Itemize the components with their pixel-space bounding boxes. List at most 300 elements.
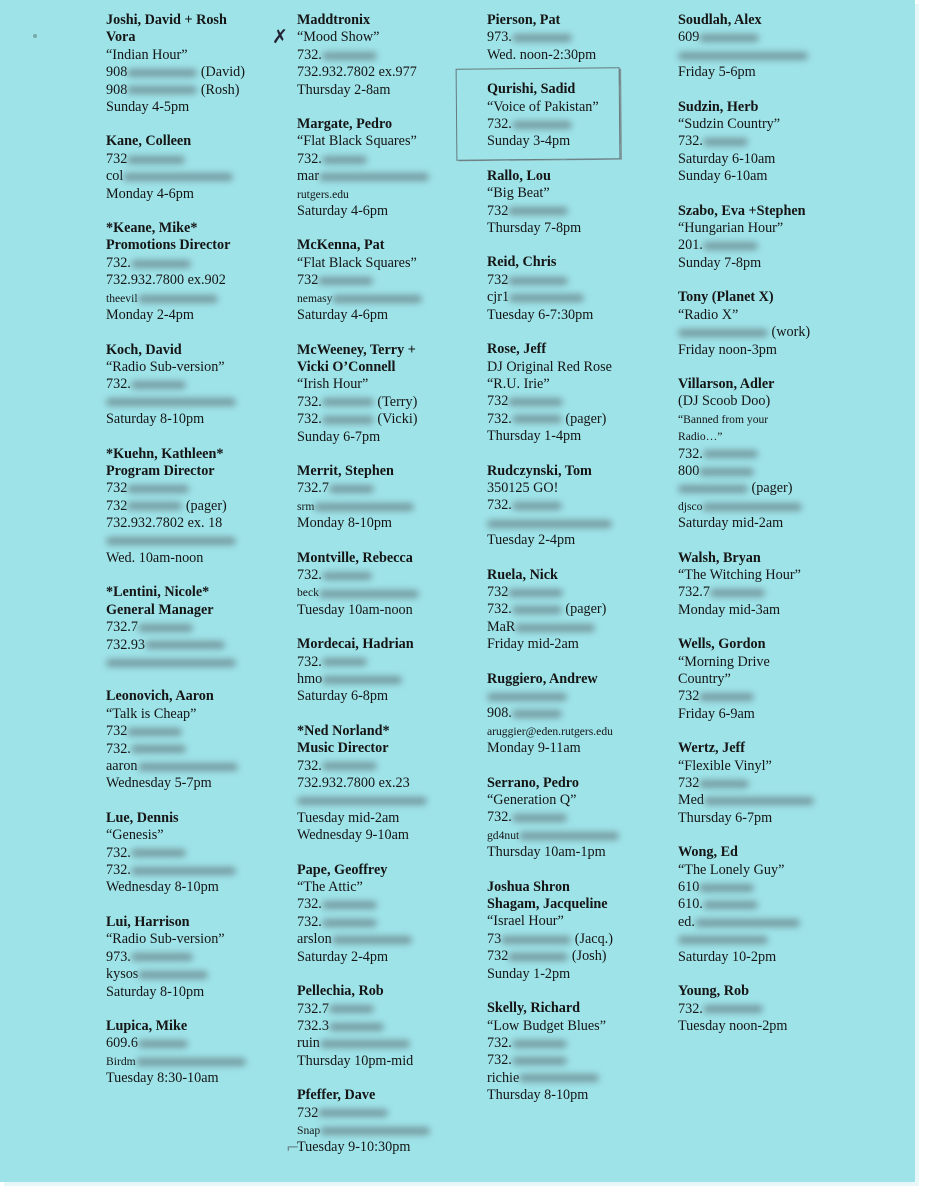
redacted-blur: [329, 1023, 384, 1031]
entry-text: 610.: [678, 896, 703, 913]
entry-line: [487, 636, 697, 653]
entry-text: Monday 9-11am: [487, 740, 581, 757]
entry-text: “The Attic”: [297, 879, 363, 896]
entry-line: [106, 602, 316, 619]
directory-entry: [487, 254, 697, 324]
entry-text: Tony (Planet X): [678, 289, 774, 306]
entry-text: 732.: [297, 757, 322, 774]
redacted-blur: [318, 1109, 388, 1117]
entry-line: [678, 480, 888, 497]
entry-text: Saturday 8-10pm: [106, 983, 205, 1000]
entry-line: [106, 1070, 316, 1087]
redacted-blur: [322, 572, 372, 580]
entry-text: 732.: [487, 809, 512, 826]
entry-suffix: (pager): [561, 601, 607, 618]
entry-line: [297, 827, 507, 844]
redacted-blur: [322, 52, 377, 60]
redacted-blur: [710, 589, 765, 597]
directory-entry: [678, 550, 888, 620]
entry-name: [487, 81, 697, 98]
entry-text: Thursday 7-8pm: [487, 220, 582, 237]
entry-text: Wong, Ed: [678, 844, 738, 861]
entry-text: 732: [487, 583, 509, 600]
entry-text: Sudzin, Herb: [678, 98, 759, 115]
entry-line: [297, 810, 507, 827]
entry-line: [297, 498, 507, 515]
entry-text: “Flat Black Squares”: [297, 254, 417, 271]
redacted-blur: [127, 86, 197, 94]
entry-line: [678, 307, 888, 324]
entry-text: 800: [678, 462, 700, 479]
entry-line: [487, 29, 700, 46]
directory-entry: [487, 462, 700, 550]
entry-line: [678, 64, 888, 81]
entry-text: DJ Original Red Rose: [487, 358, 612, 375]
redacted-blur: [145, 641, 225, 649]
redacted-blur: [322, 762, 377, 770]
entry-suffix: (Josh): [568, 948, 607, 965]
entry-text: *Kuehn, Kathleen*: [106, 445, 224, 462]
redacted-blur: [322, 398, 374, 406]
entry-text: Rudczynski, Tom: [487, 462, 592, 479]
entry-name: [106, 914, 316, 931]
redacted-blur: [322, 919, 377, 927]
entry-line: [297, 1139, 507, 1156]
entry-text: Young, Rob: [678, 983, 749, 1000]
entry-line: [297, 654, 507, 671]
entry-line: [678, 602, 888, 619]
pencil-mark: ⌐: [286, 1138, 300, 1157]
entry-line: [678, 879, 888, 896]
redacted-blur: [512, 121, 572, 129]
entry-text: “The Witching Hour”: [678, 566, 801, 583]
entry-text: 609: [678, 29, 700, 46]
entry-text: “Radio Sub-version”: [106, 358, 225, 375]
entry-text: Sunday 1-2pm: [487, 965, 571, 982]
entry-text: Monday 8-10pm: [297, 515, 392, 532]
entry-text: Tuesday 10am-noon: [297, 601, 413, 618]
entry-line: [487, 99, 697, 116]
entry-text: Mordecai, Hadrian: [297, 636, 414, 653]
entry-line: [487, 185, 697, 202]
entry-text: Walsh, Bryan: [678, 549, 761, 566]
entry-text: “Israel Hour”: [487, 913, 564, 930]
entry-text: “The Lonely Guy”: [678, 861, 785, 878]
entry-line: [106, 966, 316, 983]
directory-entry: [297, 723, 507, 845]
entry-line: [106, 845, 316, 862]
entry-text: nemasy: [297, 291, 333, 305]
entry-line: [297, 671, 507, 688]
entry-line: [678, 116, 888, 133]
entry-suffix: (work): [768, 324, 811, 341]
entry-text: 732: [106, 480, 128, 497]
entry-line: [106, 359, 316, 376]
directory-entry: [106, 220, 319, 324]
entry-line: [297, 359, 507, 376]
entry-line: [297, 602, 507, 619]
entry-line: [297, 740, 507, 757]
entry-text: rutgers.edu: [297, 187, 349, 201]
entry-text: “Indian Hour”: [106, 46, 188, 63]
redacted-blur: [512, 1040, 567, 1048]
entry-text: 732: [487, 271, 509, 288]
entry-text: Saturday 10-2pm: [678, 948, 777, 965]
entry-line: [487, 792, 697, 809]
redacted-blur: [512, 606, 562, 614]
entry-text: “Irish Hour”: [297, 376, 369, 393]
entry-line: [106, 463, 316, 480]
entry-text: Monday mid-3am: [678, 601, 781, 618]
entry-text: 908: [106, 64, 128, 81]
entry-text: Wed. noon-2:30pm: [487, 46, 597, 63]
entry-line: [487, 376, 697, 393]
entry-name: [487, 254, 697, 271]
redacted-blur: [322, 901, 377, 909]
entry-name: [297, 550, 507, 567]
redacted-blur: [699, 34, 759, 42]
entry-text: 732.: [297, 150, 322, 167]
entry-text: 732.932.7800 ex.902: [106, 272, 226, 289]
entry-line: [297, 1001, 507, 1018]
entry-text: Monday 2-4pm: [106, 307, 194, 324]
entry-text: Villarson, Adler: [678, 375, 775, 392]
entry-text: “Radio Sub-version”: [106, 931, 225, 948]
entry-text: 73: [487, 930, 502, 947]
entry-text: “Flexible Vinyl”: [678, 757, 772, 774]
entry-line: [106, 758, 316, 775]
redacted-blur: [314, 503, 414, 511]
entry-line: [106, 498, 316, 515]
redacted-blur: [512, 814, 567, 822]
entry-line: [297, 203, 507, 220]
entry-text: Monday 4-6pm: [106, 185, 194, 202]
entry-text: Maddtronix: [297, 12, 371, 28]
entry-line: [106, 515, 316, 532]
entry-line: [678, 914, 888, 931]
entry-text: McKenna, Pat: [297, 237, 385, 254]
entry-text: 732.: [487, 1034, 512, 1051]
entry-line: [106, 1053, 316, 1070]
redacted-blur: [297, 797, 427, 805]
entry-line: [678, 47, 888, 64]
entry-text: aaron: [106, 758, 138, 775]
entry-line: [487, 203, 697, 220]
entry-text: Lupica, Mike: [106, 1017, 188, 1034]
entry-line: [487, 1035, 697, 1052]
redacted-blur: [322, 676, 402, 684]
entry-line: [487, 740, 697, 757]
entry-line: [678, 1001, 888, 1018]
redacted-blur: [329, 485, 374, 493]
entry-text: “Talk is Cheap”: [106, 705, 197, 722]
entry-line: [487, 931, 697, 948]
entry-text: Vicki O’Connell: [297, 358, 396, 375]
entry-line: [297, 1105, 507, 1122]
entry-line: [297, 394, 507, 411]
redacted-blur: [678, 485, 748, 493]
entry-text: “Radio X”: [678, 306, 739, 323]
directory-entry: [487, 878, 700, 983]
entry-text: 732: [487, 393, 509, 410]
entry-line: [106, 931, 316, 948]
entry-text: “Flat Black Squares”: [297, 133, 417, 150]
entry-text: Snap: [297, 1123, 321, 1137]
entry-line: [487, 272, 697, 289]
entry-line: [297, 480, 507, 497]
entry-text: Ruggiero, Andrew: [487, 670, 598, 687]
entry-line: [678, 949, 888, 966]
directory-entry: [106, 12, 316, 116]
entry-text: Lui, Harrison: [106, 913, 190, 930]
entry-text: 973.: [106, 948, 131, 965]
redacted-blur: [131, 260, 191, 268]
entry-line: [297, 914, 507, 931]
entry-line: [297, 411, 507, 428]
entry-line: [106, 775, 316, 792]
entry-text: (DJ Scoob Doo): [678, 393, 771, 410]
entry-line: [678, 393, 888, 410]
redacted-blur: [106, 398, 236, 406]
entry-line: [106, 637, 316, 654]
entry-line: [678, 862, 888, 879]
entry-text: 732.: [297, 46, 322, 63]
entry-text: Qurishi, Sadid: [487, 81, 576, 98]
entry-text: 908: [106, 81, 128, 98]
entry-line: [297, 1018, 507, 1035]
entry-suffix: (pager): [182, 497, 227, 514]
entry-text: 732: [487, 202, 509, 219]
entry-text: Pellechia, Rob: [297, 983, 384, 1000]
entry-text: 732.: [487, 1052, 512, 1069]
entry-text: “Voice of Pakistan”: [487, 98, 599, 115]
entry-text: 732.7: [297, 480, 329, 497]
entry-text: 908.: [487, 705, 512, 722]
entry-line: [487, 723, 697, 740]
entry-text: 732: [106, 497, 128, 514]
redacted-blur: [332, 936, 412, 944]
entry-line: [106, 411, 316, 428]
entry-suffix: (pager): [748, 480, 793, 497]
entry-text: col: [106, 168, 124, 185]
column-2: [297, 12, 510, 1174]
entry-line: [297, 1053, 507, 1070]
entry-line: [487, 220, 697, 237]
redacted-blur: [512, 1057, 567, 1065]
entry-line: [487, 827, 697, 844]
entry-text: Thursday 6-7pm: [678, 809, 773, 826]
entry-text: Pfeffer, Dave: [297, 1087, 376, 1104]
redacted-blur: [138, 295, 218, 303]
redacted-blur: [131, 381, 186, 389]
entry-line: [106, 723, 316, 740]
entry-text: Thursday 1-4pm: [487, 428, 582, 445]
entry-line: [678, 931, 888, 948]
entry-text: Rallo, Lou: [487, 167, 551, 184]
entry-text: Joshi, David + Rosh: [106, 12, 227, 28]
directory-entry: [487, 81, 697, 151]
entry-text: Saturday 4-6pm: [297, 203, 389, 220]
directory-entry: [487, 670, 700, 758]
entry-line: [297, 29, 507, 46]
entry-text: Friday noon-3pm: [678, 341, 777, 358]
redacted-blur: [322, 658, 367, 666]
directory-entry: [678, 636, 888, 723]
entry-line: [297, 376, 507, 393]
entry-text: 732.7: [678, 584, 710, 601]
entry-text: 732.: [297, 896, 322, 913]
entry-text: srm: [297, 499, 315, 513]
entry-text: Saturday 6-10am: [678, 150, 776, 167]
entry-text: Vora: [106, 29, 136, 46]
entry-text: 732.: [487, 410, 512, 427]
entry-text: 732.: [297, 411, 322, 428]
entry-text: Tuesday 9-10:30pm: [297, 1139, 411, 1156]
entry-text: Thursday 8-10pm: [487, 1087, 589, 1104]
redacted-blur: [501, 936, 571, 944]
entry-line: [487, 584, 697, 601]
entry-text: Sunday 6-7pm: [297, 428, 381, 445]
entry-text: Radio…”: [678, 430, 723, 444]
entry-text: *Ned Norland*: [297, 722, 390, 739]
entry-suffix: (pager): [561, 410, 607, 427]
entry-text: “Banned from your: [678, 412, 769, 426]
entry-text: Wertz, Jeff: [678, 740, 745, 757]
directory-entry: [106, 914, 316, 1001]
directory-entry: [297, 463, 507, 533]
entry-name: [297, 636, 507, 653]
entry-line: [487, 1070, 697, 1087]
entry-name: [678, 844, 888, 861]
redacted-blur: [703, 242, 758, 250]
entry-line: [106, 1035, 316, 1052]
entry-line: [487, 47, 697, 64]
entry-line: [106, 307, 316, 324]
entry-line: [678, 237, 888, 254]
directory-entry: [106, 133, 316, 203]
entry-line: [106, 64, 316, 81]
entry-line: [678, 810, 888, 827]
directory-entry: [487, 567, 697, 654]
entry-name: [678, 550, 888, 567]
entry-text: hmo: [297, 671, 323, 687]
entry-line: [487, 1087, 697, 1104]
redacted-blur: [508, 398, 563, 406]
entry-text: Program Director: [106, 462, 215, 479]
entry-text: Friday 6-9am: [678, 705, 755, 722]
entry-text: Saturday 2-4pm: [297, 948, 389, 965]
redacted-blur: [138, 624, 193, 632]
entry-line: [106, 272, 319, 289]
directory-entry: [678, 99, 888, 186]
entry-text: Tuesday mid-2am: [297, 809, 400, 826]
entry-line: [678, 896, 888, 913]
entry-text: ed.: [678, 913, 695, 930]
redacted-blur: [138, 971, 208, 979]
directory-entry: [297, 862, 507, 966]
entry-line: [678, 220, 888, 237]
redacted-blur: [508, 277, 568, 285]
entry-name: [106, 688, 316, 705]
entry-text: “Big Beat”: [487, 185, 550, 202]
redacted-blur: [319, 590, 419, 598]
entry-text: Saturday 4-6pm: [297, 307, 389, 324]
redacted-blur: [519, 1074, 599, 1082]
entry-text: Wells, Gordon: [678, 636, 766, 653]
entry-text: theevil: [106, 291, 138, 305]
entry-suffix: (Jacq.): [571, 930, 613, 947]
entry-name: [106, 584, 316, 601]
entry-text: 732: [297, 272, 319, 289]
entry-text: Montville, Rebecca: [297, 549, 413, 566]
entry-name: [106, 220, 316, 237]
entry-name: [106, 133, 316, 150]
redacted-blur: [699, 468, 754, 476]
entry-name: [106, 810, 316, 827]
redacted-blur: [703, 901, 758, 909]
entry-line: [106, 619, 316, 636]
directory-entry: [678, 12, 888, 82]
entry-text: 732.: [106, 254, 131, 271]
redacted-blur: [699, 884, 754, 892]
entry-text: Sunday 3-4pm: [487, 133, 571, 150]
directory-entry: [297, 636, 507, 706]
entry-line: [487, 705, 697, 722]
directory-entry: [678, 289, 888, 359]
entry-line: [297, 879, 507, 896]
entry-text: McWeeney, Terry +: [297, 341, 416, 358]
entry-line: [106, 706, 316, 723]
entry-text: cjr1: [487, 289, 510, 306]
entry-line: [678, 688, 888, 705]
redacted-blur: [487, 693, 567, 701]
entry-text: 610: [678, 879, 700, 896]
entry-line: [297, 758, 507, 775]
redacted-blur: [131, 953, 193, 961]
entry-text: arslon: [297, 931, 332, 948]
entry-text: Friday mid-2am: [487, 636, 579, 653]
entry-line: [678, 463, 888, 480]
entry-line: [297, 307, 507, 324]
entry-line: [678, 1018, 888, 1035]
directory-entry: [487, 1000, 697, 1104]
ink-dot-mark: [33, 34, 37, 38]
redacted-blur: [519, 832, 619, 840]
redacted-blur: [127, 156, 185, 164]
entry-line: [487, 480, 697, 497]
entry-text: Leonovich, Aaron: [106, 688, 214, 705]
redacted-blur: [512, 34, 572, 42]
redacted-blur: [703, 450, 758, 458]
entry-line: [487, 896, 697, 913]
entry-name: [487, 671, 697, 688]
entry-line: [106, 480, 316, 497]
entry-text: richie: [487, 1069, 520, 1086]
entry-name: [297, 983, 507, 1000]
entry-line: [106, 862, 316, 879]
entry-line: [678, 567, 888, 584]
entry-line: [297, 792, 507, 809]
redacted-blur: [699, 780, 749, 788]
entry-text: 732.932.7802 ex.977: [297, 64, 417, 81]
directory-entry: [297, 1087, 507, 1157]
directory-entry: [297, 116, 507, 220]
redacted-blur: [678, 329, 768, 337]
redacted-blur: [332, 295, 422, 303]
entry-line: [678, 671, 888, 688]
entry-name: [487, 12, 697, 29]
entry-name: [678, 740, 888, 757]
